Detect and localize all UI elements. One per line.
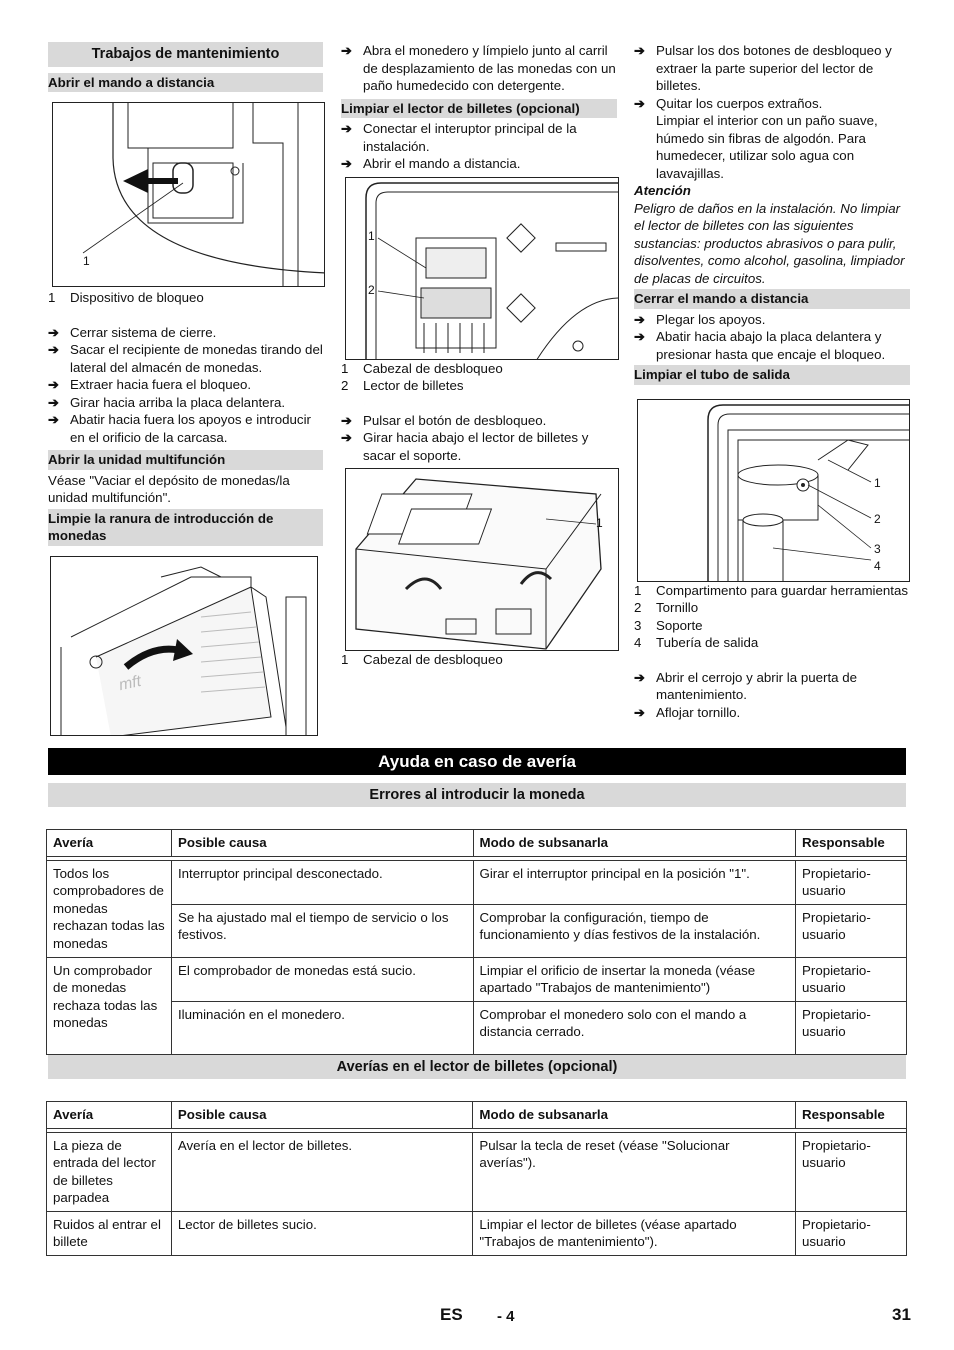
column-header: Responsable	[796, 1102, 907, 1129]
table-row	[47, 957, 907, 1001]
table-header-row	[47, 1102, 907, 1129]
legend-text: Cabezal de desbloqueo	[363, 652, 503, 667]
legend-text: Tubería de salida	[656, 635, 759, 650]
multifunction-text: Véase "Vaciar el depósito de monedas/la unidad multifunción".	[48, 472, 290, 505]
coin-fault-table	[46, 829, 907, 1055]
remedy-cell: Comprobar el monedero solo con el mando a distancia cerrado.	[473, 1001, 796, 1054]
column-header: Avería	[47, 1102, 172, 1129]
attention-text: Peligro de daños en la instalación. No limpiar el lector de billetes con las siguientes sustancias: productos abrasivos o para pulir, disolventes, como alcohol, gasolina, limpiador de placas de circuitos.	[634, 200, 905, 286]
table-row	[47, 860, 907, 904]
responsible-cell: Propietario-usuario	[796, 1211, 907, 1255]
column-header: Modo de subsanarla	[473, 830, 796, 857]
cause-cell: Lector de billetes sucio.	[171, 1211, 473, 1255]
remedy-cell: Comprobar la configuración, tiempo de funcionamiento y días festivos de la instalación.	[473, 904, 796, 957]
step-item: ➔ Conectar el interuptor principal de la instalación.	[341, 120, 617, 155]
step-item: ➔ Pulsar los dos botones de desbloqueo y extraer la parte superior del lector de billetes.	[634, 42, 910, 95]
heading-open-multifunction: Abrir la unidad multifunción	[48, 450, 323, 470]
column-header: Responsable	[796, 830, 907, 857]
bill-reader-fault-table	[46, 1101, 907, 1256]
legend-item	[634, 599, 910, 617]
legend-text: Cabezal de desbloqueo	[363, 360, 503, 376]
figure-bill-reader-installed	[345, 177, 619, 360]
responsible-cell: Propietario-usuario	[796, 904, 907, 957]
table-row	[47, 904, 907, 957]
cause-cell: Iluminación en el monedero.	[171, 1001, 473, 1054]
troubleshooting-banner: Ayuda en caso de avería	[48, 748, 906, 775]
heading-clean-outlet-tube: Limpiar el tubo de salida	[634, 365, 910, 385]
legend-number: 4	[634, 635, 642, 650]
legend-item	[48, 289, 323, 307]
figure-callout: 1	[83, 254, 90, 268]
figure-outlet-tube	[637, 399, 910, 582]
page-number: 31	[892, 1305, 911, 1324]
step-item: ➔ Extraer hacia fuera el bloqueo.	[48, 376, 323, 394]
figure-coin-slot	[50, 556, 318, 736]
step-item: ➔ Abrir el cerrojo y abrir la puerta de mantenimiento.	[634, 669, 910, 704]
responsible-cell: Propietario-usuario	[796, 1001, 907, 1054]
remedy-cell: Pulsar la tecla de reset (véase "Solucionar averías").	[473, 1132, 796, 1211]
legend-text: Dispositivo de bloqueo	[70, 290, 204, 305]
legend-number: 1	[341, 360, 349, 376]
column-3	[634, 42, 910, 721]
remedy-cell: Limpiar el lector de billetes (véase apartado "Trabajos de mantenimiento").	[473, 1211, 796, 1255]
legend-item	[634, 582, 910, 600]
legend-text: Tornillo	[656, 600, 699, 615]
table-row	[47, 1211, 907, 1255]
legend-list	[48, 289, 323, 307]
legend-list	[634, 582, 910, 652]
legend-item	[341, 360, 617, 378]
step-item: ➔ Abatir hacia fuera los apoyos e introducir en el orificio de la carcasa.	[48, 411, 323, 446]
step-item: ➔ Abra el monedero y límpielo junto al carril de desplazamiento de las monedas con un paño humedecido con detergente.	[341, 42, 617, 95]
figure-callout: 2	[368, 282, 375, 297]
responsible-cell: Propietario-usuario	[796, 860, 907, 904]
legend-number: 1	[634, 582, 642, 598]
heading-open-remote: Abrir el mando a distancia	[48, 73, 323, 93]
table-row	[47, 1001, 907, 1054]
step-item: ➔ Pulsar el botón de desbloqueo.	[341, 412, 617, 430]
step-item: ➔ Plegar los apoyos.	[634, 311, 910, 329]
figure-callout: 1	[368, 228, 375, 243]
figure-callout: 3	[874, 541, 881, 556]
heading-close-remote: Cerrar el mando a distancia	[634, 289, 910, 309]
footer-language: ES	[440, 1305, 463, 1324]
legend-text: Compartimento para guardar herramientas	[656, 582, 909, 598]
legend-number: 2	[341, 378, 349, 393]
column-header: Posible causa	[171, 830, 473, 857]
legend-item	[341, 651, 617, 669]
column-1	[48, 42, 323, 736]
fault-cell: Ruidos al entrar el billete	[47, 1211, 172, 1255]
figure-bill-reader-module	[345, 468, 619, 651]
legend-number: 3	[634, 617, 642, 633]
step-item: ➔ Abatir hacia abajo la placa delantera y presionar hasta que encaje el bloqueo.	[634, 328, 910, 363]
step-item: ➔ Girar hacia arriba la placa delantera.	[48, 394, 323, 412]
responsible-cell: Propietario-usuario	[796, 1132, 907, 1211]
fault-cell: Todos los comprobadores de monedas rechazan todas las monedas	[47, 860, 172, 957]
figure-callout: 1	[596, 516, 603, 530]
figure-callout: 2	[874, 511, 881, 526]
legend-number: 2	[634, 600, 642, 615]
step-item: ➔ Quitar los cuerpos extraños.	[634, 95, 910, 113]
cause-cell: El comprobador de monedas está sucio.	[171, 957, 473, 1001]
legend-item	[634, 617, 910, 635]
legend-text: Lector de billetes	[363, 378, 464, 393]
cause-cell: Avería en el lector de billetes.	[171, 1132, 473, 1211]
legend-list	[341, 360, 617, 395]
step-item: ➔ Girar hacia abajo el lector de billetes y sacar el soporte.	[341, 429, 617, 464]
column-header: Modo de subsanarla	[473, 1102, 796, 1129]
figure-callout: 4	[874, 558, 881, 573]
figure-locking-device	[52, 102, 325, 287]
legend-number: 1	[341, 652, 349, 667]
table2-title: Averías en el lector de billetes (opcional)	[48, 1055, 906, 1079]
heading-clean-coin-slot: Limpie la ranura de introducción de monedas	[48, 509, 323, 546]
column-2	[341, 42, 617, 669]
step-continuation: Limpiar el interior con un paño suave, húmedo sin fibras de algodón. Para humedecer, utilizar solo agua con lavavajillas.	[656, 113, 878, 181]
column-header: Avería	[47, 830, 172, 857]
cause-cell: Se ha ajustado mal el tiempo de servicio o los festivos.	[171, 904, 473, 957]
section-title-maintenance: Trabajos de mantenimiento	[48, 42, 323, 67]
table-row	[47, 1132, 907, 1211]
table1-title: Errores al introducir la moneda	[48, 783, 906, 807]
table-header-row	[47, 830, 907, 857]
figure-logo-text: mft	[117, 672, 143, 694]
heading-clean-bill-reader: Limpiar el lector de billetes (opcional)	[341, 99, 617, 119]
cause-cell: Interruptor principal desconectado.	[171, 860, 473, 904]
remedy-cell: Girar el interruptor principal en la posición "1".	[473, 860, 796, 904]
legend-text: Soporte	[656, 617, 703, 633]
fault-cell: La pieza de entrada del lector de billetes parpadea	[47, 1132, 172, 1211]
remedy-cell: Limpiar el orificio de insertar la moneda (véase apartado "Trabajos de mantenimiento")	[473, 957, 796, 1001]
legend-list	[341, 651, 617, 669]
step-item: ➔ Abrir el mando a distancia.	[341, 155, 617, 173]
legend-item	[634, 634, 910, 652]
fault-cell: Un comprobador de monedas rechaza todas las monedas	[47, 957, 172, 1054]
step-item: ➔ Cerrar sistema de cierre.	[48, 324, 323, 342]
step-item: ➔ Sacar el recipiente de monedas tirando del lateral del almacén de monedas.	[48, 341, 323, 376]
step-item: ➔ Aflojar tornillo.	[634, 704, 910, 722]
footer-section: - 4	[497, 1308, 515, 1325]
attention-title: Atención	[634, 183, 691, 198]
responsible-cell: Propietario-usuario	[796, 957, 907, 1001]
legend-item	[341, 377, 617, 395]
step-list	[48, 324, 323, 447]
column-header: Posible causa	[171, 1102, 473, 1129]
legend-number: 1	[48, 290, 56, 305]
figure-callout: 1	[874, 475, 881, 490]
